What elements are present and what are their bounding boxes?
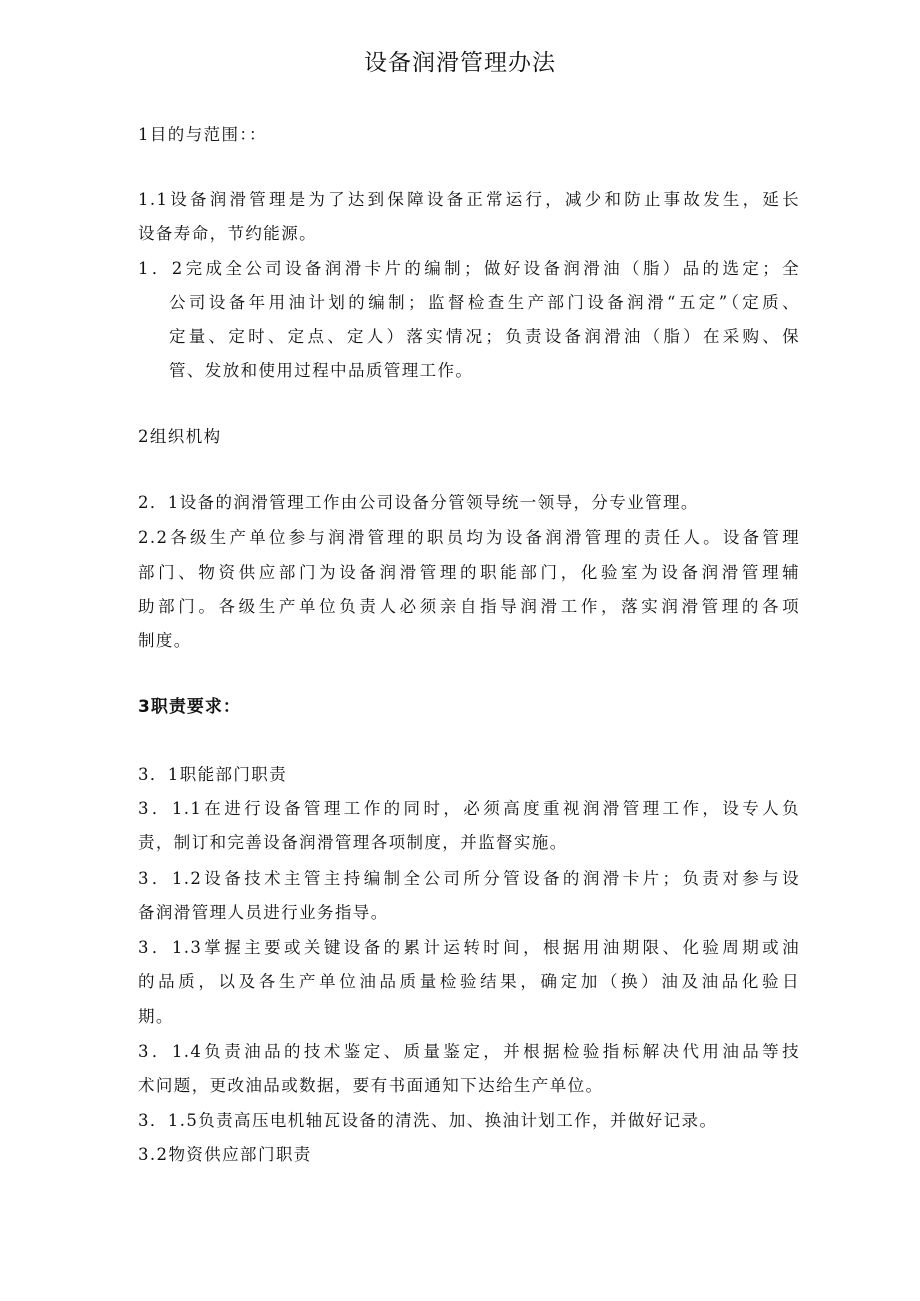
section-1-heading: 1目的与范围：： [138,125,267,144]
section-3-heading: 3职责要求： [138,697,241,717]
paragraph-3-1-1-line-1: 3．1.1在进行设备管理工作的同时，必须高度重视润滑管理工作，设专人负 [138,799,800,818]
paragraph-3-1-5: 3．1.5负责高压电机轴瓦设备的清洗、加、换油计划工作，并做好记录。 [138,1111,718,1130]
paragraph-3-1-3-line-1: 3．1.3掌握主要或关键设备的累计运转时间，根据用油期限、化验周期或油 [138,938,800,957]
paragraph-1-2-line-1: 1．2完成全公司设备润滑卡片的编制；做好设备润滑油（脂）品的选定；全 [138,259,800,278]
paragraph-2-2-line-2: 部门、物资供应部门为设备润滑管理的职能部门，化验室为设备润滑管理辅 [138,563,800,582]
paragraph-3-1-4-line-1: 3．1.4负责油品的技术鉴定、质量鉴定，并根据检验指标解决代用油品等技 [138,1042,800,1061]
paragraph-1-2-line-2: 公司设备年用油计划的编制；监督检查生产部门设备润滑“五定”（定质、 [169,293,800,312]
paragraph-1-1-line-1: 1.1设备润滑管理是为了达到保障设备正常运行，减少和防止事故发生，延长 [138,190,800,209]
paragraph-1-2-line-3: 定量、定时、定点、定人）落实情况；负责设备润滑油（脂）在采购、保 [169,327,800,346]
section-2-heading: 2组织机构 [138,427,222,446]
paragraph-2-2-line-1: 2.2各级生产单位参与润滑管理的职员均为设备润滑管理的责任人。设备管理 [138,528,800,547]
paragraph-2-1: 2．1设备的润滑管理工作由公司设备分管领导统一领导，分专业管理。 [138,493,699,512]
paragraph-3-1-1-line-2: 责，制订和完善设备润滑管理各项制度，并监督实施。 [138,833,568,852]
section-3-1-heading: 3．1职能部门职责 [138,765,288,784]
paragraph-3-1-3-line-2: 的品质，以及各生产单位油品质量检验结果，确定加（换）油及油品化验日 [138,972,800,991]
paragraph-2-2-line-3: 助部门。各级生产单位负责人必须亲自指导润滑工作，落实润滑管理的各项 [138,597,800,616]
paragraph-1-1-line-2: 设备寿命，节约能源。 [138,224,317,243]
paragraph-3-1-4-line-2: 术问题，更改油品或数据，要有书面通知下达给生产单位。 [138,1076,604,1095]
paragraph-2-2-line-4: 制度。 [138,631,192,650]
paragraph-3-1-2-line-2: 备润滑管理人员进行业务指导。 [138,903,389,922]
section-3-2-heading: 3.2物资供应部门职责 [138,1145,312,1164]
paragraph-3-1-2-line-1: 3．1.2设备技术主管主持编制全公司所分管设备的润滑卡片；负责对参与设 [138,869,800,888]
document-title: 设备润滑管理办法 [364,50,556,76]
paragraph-3-1-3-line-3: 期。 [138,1007,174,1026]
paragraph-1-2-line-4: 管、发放和使用过程中品质管理工作。 [169,361,474,380]
